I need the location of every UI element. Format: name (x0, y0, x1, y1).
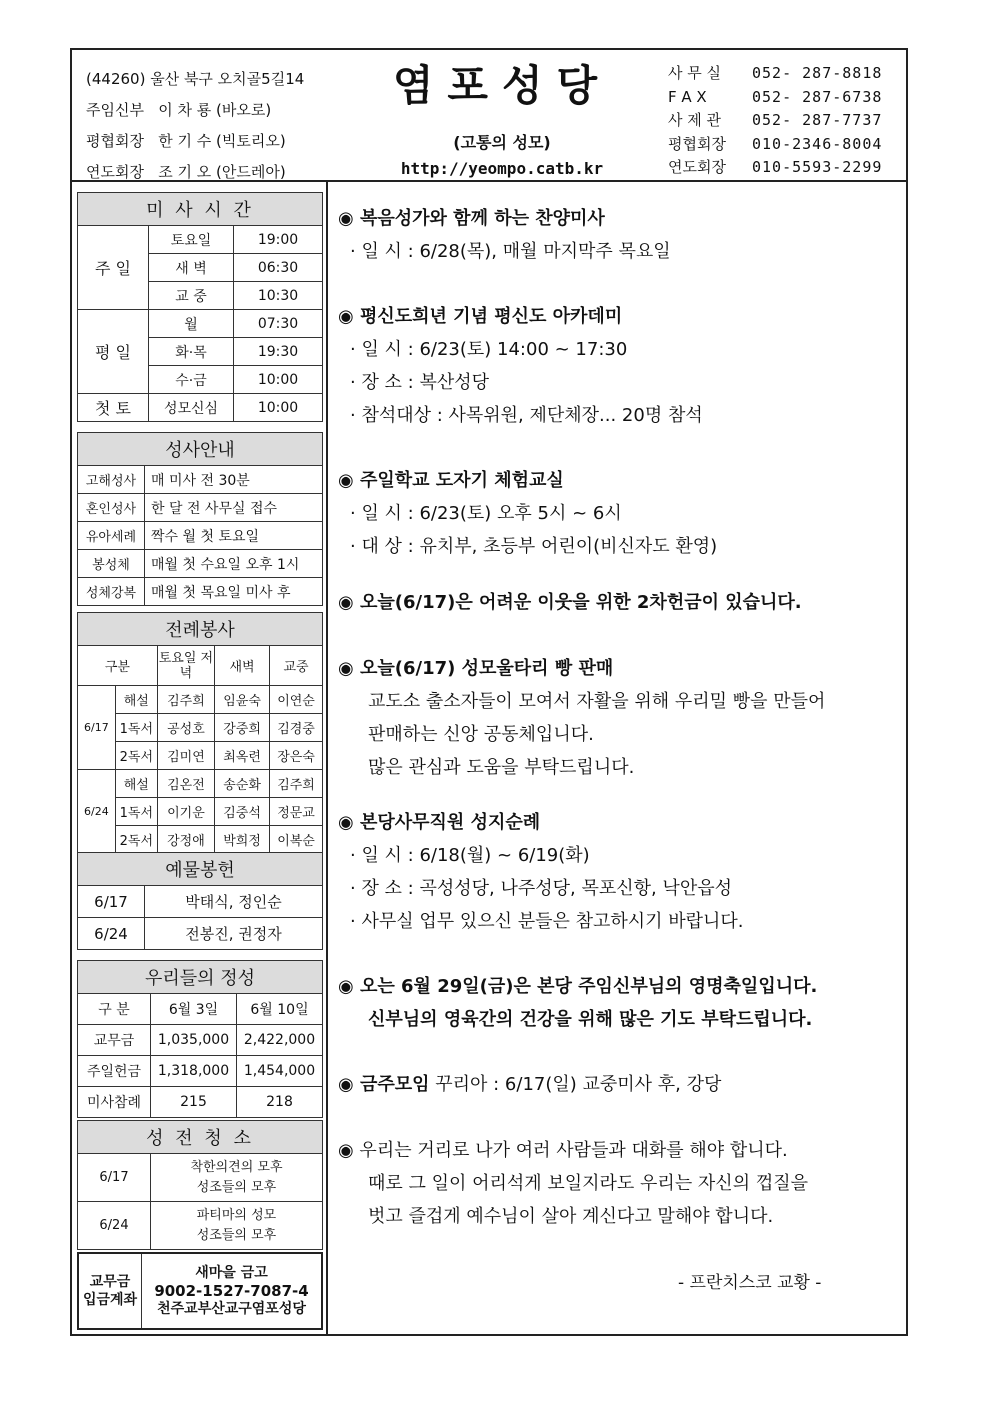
header (72, 50, 906, 182)
notice-line: · 일 시 : 6/23(토) 오후 5시 ~ 6시 (350, 503, 622, 524)
finance-value: 2,422,000 (237, 1025, 323, 1056)
header-center (382, 58, 622, 178)
notice-line: · 장 소 : 곡성성당, 나주성당, 목포신항, 낙안읍성 (350, 878, 732, 899)
sunday-label: 주 일 (78, 226, 149, 310)
notice-bread-sale (338, 652, 825, 784)
liturgy-cell: 김주희 (270, 770, 323, 798)
parish-url[interactable]: http://yeompo.catb.kr (400, 159, 604, 178)
mass-day: 화·목 (149, 338, 234, 366)
notice-line: · 일 시 : 6/18(월) ~ 6/19(화) (350, 845, 590, 866)
notice-meeting (338, 1068, 721, 1101)
notice-pottery (338, 464, 717, 563)
contact-label: F A X (668, 87, 707, 106)
liturgy-role: 해설 (115, 770, 157, 798)
notice-title: ◉ 복음성가와 함께 하는 찬양미사 (338, 208, 605, 229)
notice-title: ◉ 금주모임 (338, 1074, 430, 1095)
notice-line: 교도소 출소자들이 모여서 자활을 위해 우리밀 빵을 만들어 (368, 691, 826, 712)
liturgy-date: 6/17 (78, 686, 116, 770)
address: (44260) 울산 북구 오치골5길14 (86, 70, 305, 88)
offering-title: 예물봉헌 (78, 853, 323, 886)
notice-feast-day (338, 970, 817, 1036)
liturgy-role: 2독서 (115, 742, 157, 770)
header-contacts (668, 62, 882, 180)
finance-label: 주일헌금 (78, 1056, 151, 1087)
mass-day: 토요일 (149, 226, 234, 254)
finance-title: 우리들의 정성 (78, 961, 323, 994)
sacrament-info: 매월 첫 수요일 오후 1시 (145, 550, 323, 578)
pastor-label: 주임신부 (86, 101, 144, 119)
liturgy-head: 토요일 저녁 (157, 646, 214, 686)
account-details (142, 1253, 323, 1329)
mass-time: 10:00 (234, 366, 323, 394)
liturgy-title: 전례봉사 (78, 613, 323, 646)
mass-day: 교 중 (149, 282, 234, 310)
liturgy-cell: 이복순 (270, 826, 323, 854)
contact-row (668, 133, 882, 157)
finance-label: 교무금 (78, 1025, 151, 1056)
notice-title: ◉ 주일학교 도자기 체험교실 (338, 470, 564, 491)
liturgy-head: 교중 (270, 646, 323, 686)
council-label: 평협회장 (86, 132, 144, 150)
notice-line: ◉ 우리는 거리로 나가 여러 사람들과 대화를 해야 합니다. (338, 1140, 788, 1161)
offering-names: 박태식, 정인순 (145, 886, 323, 918)
liturgy-cell: 김온전 (157, 770, 214, 798)
contact-row (668, 156, 882, 180)
liturgy-cell: 이기운 (157, 798, 214, 826)
cleaning-table (77, 1120, 323, 1250)
liturgy-cell: 김주희 (157, 686, 214, 714)
mass-day: 월 (149, 310, 234, 338)
sacraments-table (77, 432, 323, 606)
mass-day: 성모신심 (149, 394, 234, 422)
contact-row (668, 109, 882, 133)
cleaning-group: 성조들의 모후 (196, 1227, 277, 1243)
sacrament-name: 고해성사 (78, 466, 145, 494)
account-number: 9002-1527-7087-4 (154, 1282, 309, 1300)
liturgy-cell: 임윤숙 (215, 686, 270, 714)
sacrament-name: 성체강복 (78, 578, 145, 606)
mass-time: 19:00 (234, 226, 323, 254)
liturgy-role: 1독서 (115, 714, 157, 742)
sacrament-info: 짝수 월 첫 토요일 (145, 522, 323, 550)
mass-time: 10:00 (234, 394, 323, 422)
liturgy-cell: 송순화 (215, 770, 270, 798)
finance-value: 1,318,000 (151, 1056, 237, 1087)
contact-number: 052- 287-6738 (752, 87, 883, 106)
parish-title: 염포성당 (392, 61, 612, 110)
liturgy-cell: 박희정 (215, 826, 270, 854)
mass-time: 19:30 (234, 338, 323, 366)
sacrament-info: 한 달 전 사무실 접수 (145, 494, 323, 522)
finance-head: 구 분 (78, 994, 151, 1025)
contact-number: 010-5593-2299 (752, 158, 883, 176)
notice-line: · 장 소 : 복산성당 (350, 372, 490, 393)
liturgy-cell: 공성호 (157, 714, 214, 742)
account-label-line: 교무금 (89, 1274, 131, 1290)
account-bank: 새마을 금고 (195, 1265, 268, 1281)
pastor-line (86, 95, 304, 126)
cleaning-group: 성조들의 모후 (196, 1179, 277, 1195)
contact-row (668, 86, 882, 110)
notice-line: 꾸리아 : 6/17(일) 교중미사 후, 강당 (429, 1074, 722, 1095)
offering-date: 6/17 (78, 886, 145, 918)
sacraments-title: 성사안내 (78, 433, 323, 466)
liturgy-cell: 김경중 (270, 714, 323, 742)
notice-title: ◉ 평신도희년 기념 평신도 아카데미 (338, 306, 623, 327)
header-left (86, 64, 304, 188)
notice-line: · 일 시 : 6/28(목), 매월 마지막주 목요일 (350, 241, 671, 262)
sacrament-info: 매월 첫 목요일 미사 후 (145, 578, 323, 606)
account-label-line: 입금계좌 (82, 1292, 138, 1308)
notice-line: · 참석대상 : 사목위원, 제단체장... 20명 참석 (350, 405, 703, 426)
sacrament-name: 유아세례 (78, 522, 145, 550)
liturgy-date: 6/24 (78, 770, 116, 854)
notice-title: ◉ 본당사무직원 성지순례 (338, 812, 541, 833)
mass-time: 10:30 (234, 282, 323, 310)
notice-line: 많은 관심과 도움을 부탁드립니다. (368, 757, 635, 778)
contact-number: 052- 287-7737 (752, 111, 883, 129)
notice-line: 때로 그 일이 어리석게 보일지라도 우리는 자신의 껍질을 (368, 1173, 808, 1194)
account-holder: 천주교부산교구염포성당 (157, 1301, 306, 1317)
sacrament-info: 매 미사 전 30분 (145, 466, 323, 494)
council-name: 한 기 수 (빅토리오) (158, 132, 286, 150)
finance-value: 1,454,000 (237, 1056, 323, 1087)
contact-row (668, 62, 882, 86)
mass-times-title: 미 사 시 간 (78, 193, 323, 226)
notice-title: ◉ 오늘(6/17)은 어려운 이웃을 위한 2차헌금이 있습니다. (338, 592, 802, 613)
notice-academy (338, 300, 703, 432)
account-label (78, 1253, 142, 1329)
cleaning-groups (151, 1154, 323, 1202)
cleaning-date: 6/24 (78, 1202, 151, 1250)
notice-line: 판매하는 신앙 공동체입니다. (368, 724, 594, 745)
notice-line: · 대 상 : 유치부, 초등부 어린이(비신자도 환영) (350, 536, 718, 557)
notice-title: ◉ 오는 6월 29일(금)은 본당 주임신부님의 영명축일입니다. (338, 976, 818, 997)
liturgy-role: 2독서 (115, 826, 157, 854)
bulletin-frame (70, 48, 908, 1336)
liturgy-head: 구분 (78, 646, 158, 686)
finance-head: 6월 10일 (237, 994, 323, 1025)
pastor-name: 이 차 룡 (바오로) (158, 101, 272, 119)
sacrament-name: 봉성체 (78, 550, 145, 578)
sacrament-name: 혼인성사 (78, 494, 145, 522)
contact-label: 평협회장 (668, 134, 726, 153)
notice-pope-quote (338, 1134, 808, 1233)
contact-label: 사 무 실 (668, 64, 722, 82)
quote-signature: - 프란치스코 교황 - (678, 1273, 822, 1293)
finance-value: 215 (151, 1087, 237, 1118)
weekday-label: 평 일 (78, 310, 149, 394)
notice-pilgrimage (338, 806, 744, 938)
offering-table (77, 852, 323, 950)
contact-label: 연도회장 (668, 158, 726, 176)
liturgy-cell: 김미연 (157, 742, 214, 770)
mass-times-table (77, 192, 323, 422)
liturgy-cell: 강중희 (215, 714, 270, 742)
finance-label: 미사참례 (78, 1087, 151, 1118)
mass-time: 06:30 (234, 254, 323, 282)
cleaning-group: 착한의견의 모후 (190, 1159, 283, 1175)
notice-line: 신부님의 영육간의 건강을 위해 많은 기도 부탁드립니다. (368, 1009, 813, 1030)
parish-subtitle: (고통의 성모) (453, 133, 551, 152)
liturgy-cell: 김중석 (215, 798, 270, 826)
account-table (77, 1252, 323, 1330)
notice-line: · 사무실 업무 있으신 분들은 참고하시기 바랍니다. (350, 911, 744, 932)
mass-day: 새 벽 (149, 254, 234, 282)
liturgy-role: 1독서 (115, 798, 157, 826)
cleaning-title: 성 전 청 소 (78, 1121, 323, 1154)
mass-time: 07:30 (234, 310, 323, 338)
liturgy-cell: 최옥련 (215, 742, 270, 770)
youth-label: 연도회장 (86, 163, 144, 181)
notice-line: 벗고 즐겁게 예수님이 살아 계신다고 말해야 합니다. (368, 1206, 774, 1227)
cleaning-date: 6/17 (78, 1154, 151, 1202)
liturgy-cell: 장은숙 (270, 742, 323, 770)
liturgy-head: 새벽 (215, 646, 270, 686)
mass-day: 수·금 (149, 366, 234, 394)
finance-value: 218 (237, 1087, 323, 1118)
notice-second-collection (338, 586, 802, 619)
liturgy-cell: 정문교 (270, 798, 323, 826)
cleaning-group: 파티마의 성모 (196, 1207, 277, 1223)
first-sat-label: 첫 토 (78, 394, 149, 422)
liturgy-cell: 이연순 (270, 686, 323, 714)
cleaning-groups (151, 1202, 323, 1250)
finance-table (77, 960, 323, 1118)
youth-name: 조 기 오 (안드레아) (158, 163, 286, 181)
offering-names: 전봉진, 권정자 (145, 918, 323, 950)
notices-column (328, 182, 906, 1334)
liturgy-role: 해설 (115, 686, 157, 714)
notice-praise-mass (338, 202, 671, 268)
finance-value: 1,035,000 (151, 1025, 237, 1056)
notice-title: ◉ 오늘(6/17) 성모울타리 빵 판매 (338, 658, 614, 679)
council-line (86, 126, 304, 157)
contact-number: 010-2346-8004 (752, 134, 883, 153)
left-column (72, 182, 328, 1334)
liturgy-cell: 강정애 (157, 826, 214, 854)
contact-number: 052- 287-8818 (752, 64, 883, 82)
liturgy-table (77, 612, 323, 854)
notice-line: · 일 시 : 6/23(토) 14:00 ~ 17:30 (350, 339, 628, 360)
offering-date: 6/24 (78, 918, 145, 950)
contact-label: 사 제 관 (668, 111, 722, 129)
finance-head: 6월 3일 (151, 994, 237, 1025)
